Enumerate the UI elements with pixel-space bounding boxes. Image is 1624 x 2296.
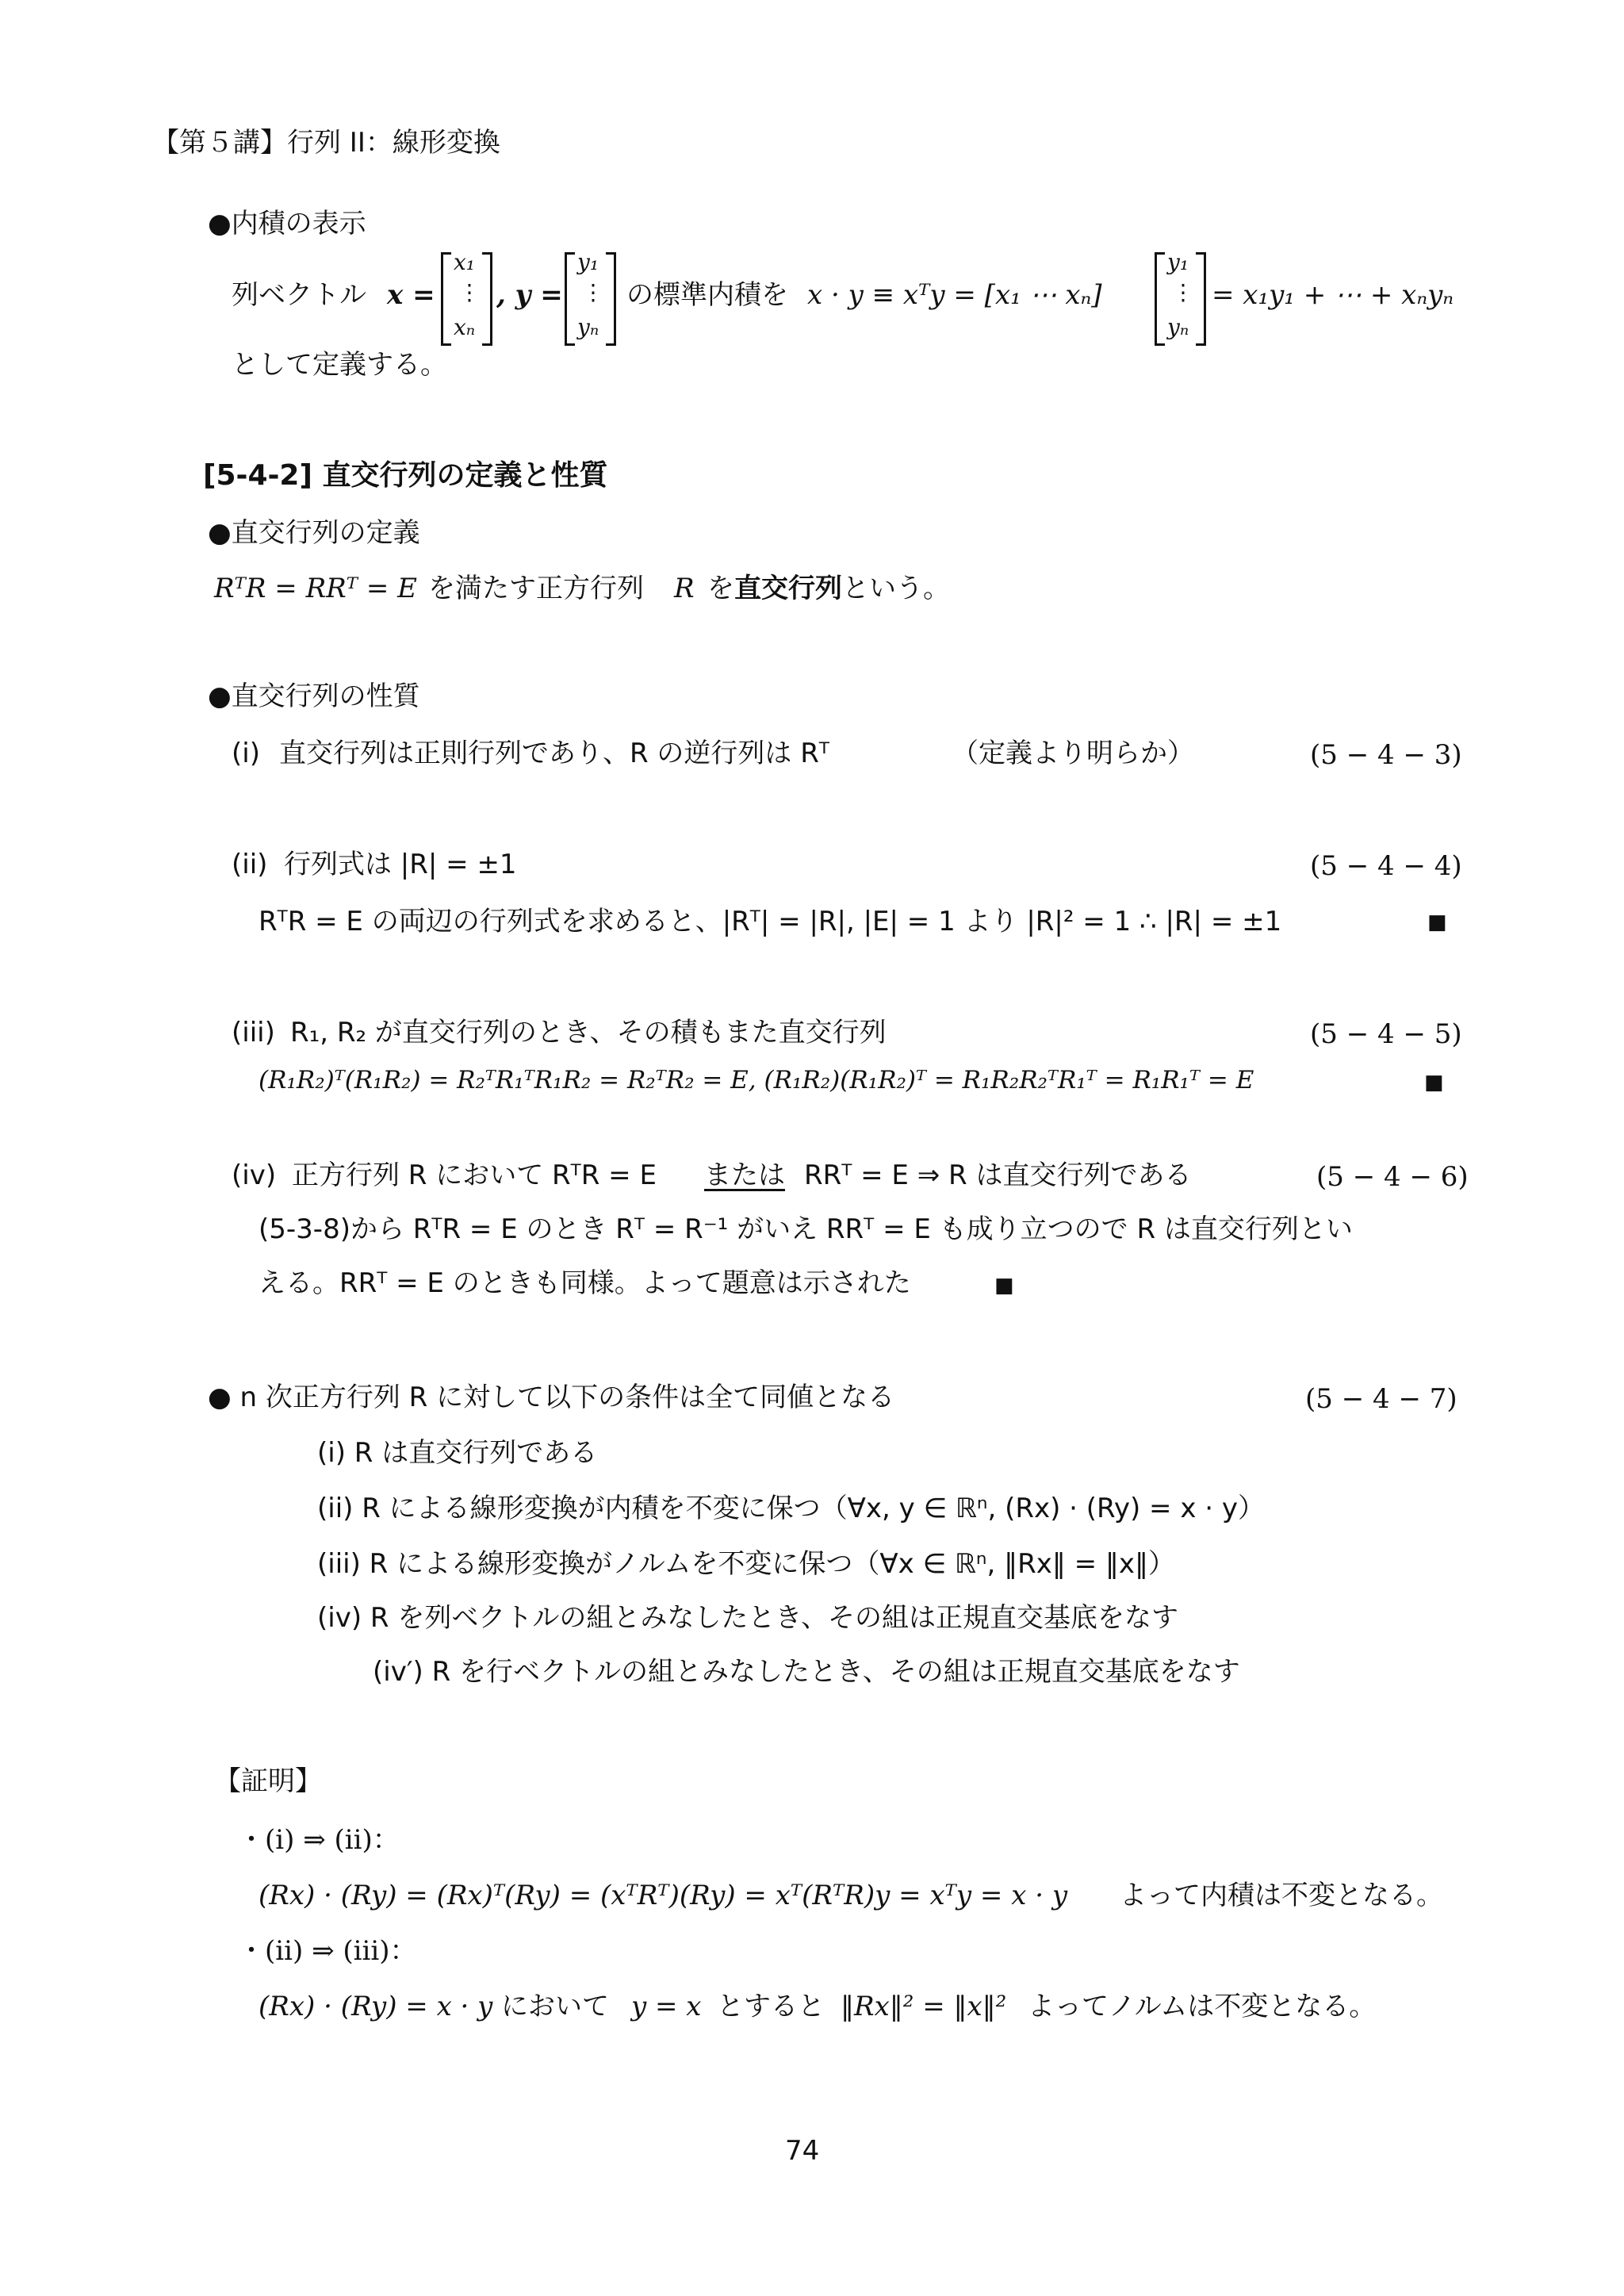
equivalence-equation-number: (5 − 4 − 7)	[1305, 1383, 1457, 1415]
x-bottom: xₙ	[454, 314, 476, 340]
proof-step-1-text: よって内積は不変となる。	[1120, 1880, 1443, 1911]
y-top: y₁	[577, 249, 599, 275]
property-3-proof: (R₁R₂)ᵀ(R₁R₂) = R₂ᵀR₁ᵀR₁R₂ = R₂ᵀR₂ = E, (R₁R₂)(R₁R₂)ᵀ = R₁R₂R₂ᵀR₁ᵀ = R₁R₁ᵀ = E	[259, 1066, 1254, 1094]
equivalence-heading: ● n 次正方行列 R に対して以下の条件は全て同値となる	[208, 1382, 895, 1413]
inner-product-definition: x · y ≡ xᵀy = [x₁ ⋯ xₙ]	[807, 279, 1102, 311]
x-vector-right-bracket	[482, 252, 492, 346]
property-1-equation-number: (5 − 4 − 3)	[1310, 739, 1462, 771]
col-top: y₁	[1167, 249, 1189, 275]
inner-product-mid-text: の標準内積を	[626, 279, 788, 311]
property-1-note: （定義より明らか）	[952, 738, 1194, 769]
y-vector-right-bracket	[606, 252, 616, 346]
equivalence-item-3: (iii) R による線形変換がノルムを不変に保つ（∀x ∈ ℝⁿ, ‖Rx‖ = ‖x‖）	[317, 1548, 1176, 1580]
proof-step-1-label: ・(i) ⇒ (ii)：	[238, 1824, 400, 1856]
property-2-text: 行列式は |R| = ±1	[284, 849, 517, 880]
property-2-equation-number: (5 − 4 − 4)	[1310, 850, 1462, 882]
property-4-text-b: RRᵀ = E ⇒ R は直交行列である	[804, 1159, 1192, 1191]
inner-product-prefix: 列ベクトル	[232, 279, 366, 311]
proof-heading: 【証明】	[214, 1765, 322, 1797]
property-4-text-underlined: または	[704, 1159, 785, 1191]
property-4-label: (iv)	[232, 1159, 277, 1191]
col-dots: ⋮	[1172, 279, 1194, 305]
equivalence-item-4-prime: (iv′) R を行ベクトルの組とみなしたとき、その組は正規直交基底をなす	[373, 1656, 1240, 1688]
y-bottom: yₙ	[577, 314, 599, 340]
definition-text-3: という。	[842, 573, 950, 604]
property-3-text: R₁, R₂ が直交行列のとき、その積もまた直交行列	[290, 1017, 887, 1048]
inner-product-heading: ●内積の表示	[208, 208, 366, 240]
definition-text-2: を	[707, 573, 734, 604]
definition-expression: RᵀR = RRᵀ = E	[214, 573, 417, 604]
equivalence-item-1: (i) R は直交行列である	[317, 1437, 598, 1469]
property-1-text: 直交行列は正則行列であり、R の逆行列は Rᵀ	[279, 738, 829, 769]
equivalence-item-4: (iv) R を列ベクトルの組とみなしたとき、その組は正規直交基底をなす	[317, 1602, 1178, 1634]
y-vector-left-bracket	[565, 252, 575, 346]
property-2-qed: ■	[1427, 910, 1447, 934]
property-3-qed: ■	[1424, 1071, 1444, 1094]
definition-symbol: R	[674, 573, 695, 604]
col-bottom: yₙ	[1167, 314, 1189, 340]
property-4-equation-number: (5 − 4 − 6)	[1316, 1161, 1469, 1193]
proof-step-2-norm: ‖Rx‖² = ‖x‖²	[841, 1991, 1007, 2022]
y-dots: ⋮	[582, 279, 604, 305]
section-title: [5-4-2] 直交行列の定義と性質	[203, 459, 608, 492]
definition-text-1: を満たす正方行列	[428, 573, 644, 604]
inner-product-closing: として定義する。	[232, 349, 447, 381]
proof-step-1-expression: (Rx) · (Ry) = (Rx)ᵀ(Ry) = (xᵀRᵀ)(Ry) = xᵀ(RᵀR)y = xᵀy = x · y	[259, 1880, 1068, 1911]
property-4-proof-line-1: (5-3-8)から RᵀR = E のとき Rᵀ = R⁻¹ がいえ RRᵀ = E も成り立つので R は直交行列とい	[259, 1213, 1353, 1245]
proof-step-2-text-3: よってノルムは不変となる。	[1028, 1991, 1377, 2022]
property-3-equation-number: (5 − 4 − 5)	[1310, 1018, 1462, 1050]
property-4-text-a: 正方行列 R において RᵀR = E	[292, 1159, 657, 1191]
property-4-proof-line-2: える。RRᵀ = E のときも同様。よって題意は示された	[259, 1267, 911, 1299]
property-2-proof: RᵀR = E の両辺の行列式を求めると、|Rᵀ| = |R|, |E| = 1 より |R|² = 1 ∴ |R| = ±1	[259, 906, 1282, 937]
property-1-label: (i)	[232, 738, 260, 769]
x-dots: ⋮	[458, 279, 481, 305]
x-lhs: x =	[387, 279, 435, 311]
x-top: x₁	[454, 249, 476, 275]
property-4-qed: ■	[994, 1274, 1014, 1297]
col-vector-right-bracket	[1196, 252, 1206, 346]
proof-step-2-label: ・(ii) ⇒ (iii)：	[238, 1935, 417, 1967]
inner-product-rhs: = x₁y₁ + ⋯ + xₙyₙ	[1212, 279, 1454, 311]
properties-heading: ●直交行列の性質	[208, 680, 420, 712]
col-vector-left-bracket	[1155, 252, 1165, 346]
proof-step-2-substitution: y = x	[631, 1991, 702, 2022]
proof-step-2-expression: (Rx) · (Ry) = x · y	[259, 1991, 493, 2022]
proof-step-2-text-2: とすると	[717, 1991, 825, 2022]
lecture-title: 【第５講】行列 II：線形変換	[152, 127, 500, 159]
property-3-label: (iii)	[232, 1017, 275, 1048]
definition-heading: ●直交行列の定義	[208, 517, 420, 549]
y-lhs: , y =	[496, 279, 563, 311]
page-number: 74	[785, 2135, 820, 2167]
definition-term: 直交行列	[734, 573, 842, 604]
equivalence-item-2: (ii) R による線形変換が内積を不変に保つ（∀x, y ∈ ℝⁿ, (Rx) · (Ry) = x · y）	[317, 1493, 1265, 1524]
proof-step-2-text-1: において	[501, 1991, 609, 2022]
x-vector-left-bracket	[441, 252, 451, 346]
property-2-label: (ii)	[232, 849, 268, 880]
